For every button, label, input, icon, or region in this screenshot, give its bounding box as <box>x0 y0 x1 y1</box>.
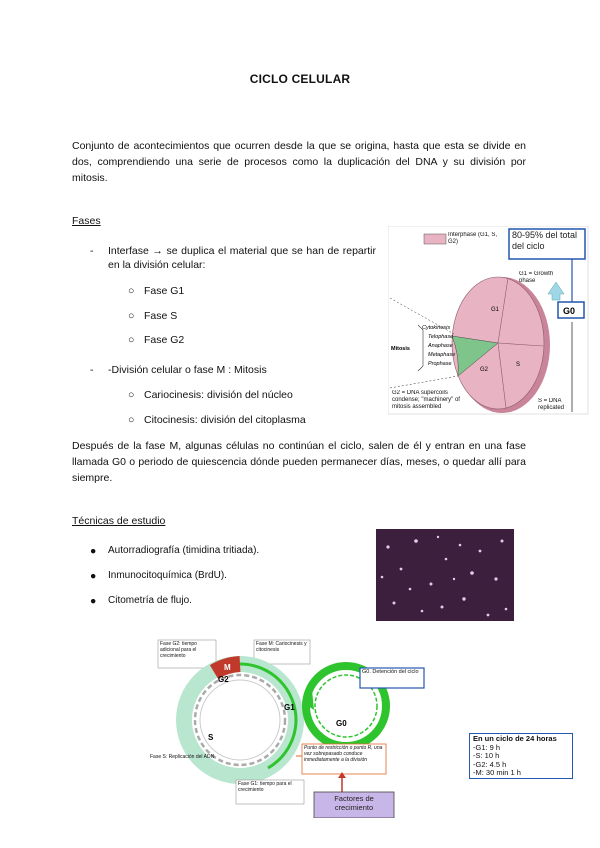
pie-g1-label: G1 <box>491 307 500 313</box>
pie-g2-label: G2 <box>480 367 489 373</box>
circle-bullet: ○ <box>128 285 135 297</box>
phase-label: Metaphase <box>428 352 456 358</box>
g2-box-text: Fase G2: tiempo adicional para el crecimiento <box>160 641 197 659</box>
circle-bullet: ○ <box>128 334 135 346</box>
m-label: M <box>224 663 231 672</box>
g0-paragraph: Después de la fase M, algunas células no continúan el ciclo, salen de él y entran en una fase llamada G0 o periodo de quiescencia dónde pueden permanecer días, meses, o quedar allí para siempre. <box>72 440 526 484</box>
dash-bullet: - <box>90 364 94 376</box>
cell-cycle-diagram <box>146 634 442 818</box>
fases-heading: Fases <box>72 215 101 227</box>
fase-s-item: Fase S <box>144 310 178 322</box>
cycle-24h-box <box>469 733 573 779</box>
r-point-text: Punto de restricción o punto R, una vez sobrepasado conduce inmediatamente a la división <box>304 745 383 763</box>
fase-g2-item: Fase G2 <box>144 334 185 346</box>
pie-s-label: S <box>516 362 521 368</box>
g2-description: G2 = DNA supercoils condense; "machinery" of mitosis assembled <box>392 390 460 410</box>
fase-g1-item: Fase G1 <box>144 285 185 297</box>
page-title: CICLO CELULAR <box>249 72 351 86</box>
box-line: -S: 10 h <box>473 751 500 760</box>
circle-bullet: ○ <box>128 414 135 426</box>
box-line: -M: 30 min 1 h <box>473 768 521 777</box>
g1-box-text: Fase G1: tiempo para el crecimiento <box>238 781 292 793</box>
microscopy-image <box>376 529 514 621</box>
citocinesis-item: Citocinesis: división del citoplasma <box>144 414 306 426</box>
box-line: -G1: 9 h <box>473 742 501 752</box>
legend-label: Interphase (G1, S, G2) <box>448 232 498 245</box>
box-line: -G2: 4.5 h <box>473 759 507 769</box>
bullet-dot: ● <box>90 545 97 557</box>
s-label: S <box>208 733 214 742</box>
legend-swatch <box>424 234 446 244</box>
g0-label: G0 <box>563 306 576 316</box>
bullet-dot: ● <box>90 595 97 607</box>
factores-label: Factores de crecimiento <box>334 794 374 812</box>
tecnica-item: Inmunocitoquímica (BrdU). <box>108 570 227 581</box>
phase-label: Cytokinesis <box>422 325 451 331</box>
tecnica-item: Citometría de flujo. <box>108 595 192 606</box>
dash-bullet: - <box>90 245 94 257</box>
percent-label: 80-95% del total del ciclo <box>512 230 578 251</box>
box-title: En un ciclo de 24 horas <box>473 734 557 743</box>
interfase-item: Interfase → se duplica el material que se han de repartir en la división celular: <box>108 245 376 271</box>
phase-label: Prophase <box>428 361 452 367</box>
g2-label: G2 <box>218 675 229 684</box>
g1-growth-label: G1 = Growth phase <box>519 271 554 284</box>
intro-paragraph: Conjunto de acontecimientos que ocurren desde la que se origina, hasta que esta se divide en dos, comprendiendo una serie de procesos como la duplicación del DNA y su división por mitosis. <box>72 140 526 184</box>
phase-label: Telophase <box>428 334 454 340</box>
cell-cycle-pie-figure <box>388 226 590 416</box>
g0-box-text: G0. Detención del ciclo <box>362 669 419 675</box>
bullet-dot: ● <box>90 570 97 582</box>
s-description: S = DNA replicated <box>538 398 565 411</box>
circle-bullet: ○ <box>128 310 135 322</box>
mitosis-label: Mitosis <box>391 346 410 352</box>
tecnica-item: Autorradiografía (timidina tritiada). <box>108 545 260 556</box>
m-box-text: Fase M: Cariocinesis y citocinesis <box>256 641 307 653</box>
circle-bullet: ○ <box>128 389 135 401</box>
s-box-text: Fase S: Replicación del ADN <box>150 754 215 760</box>
g1-label: G1 <box>284 703 295 712</box>
tecnicas-heading: Técnicas de estudio <box>72 515 166 527</box>
cariocinesis-item: Cariocinesis: división del núcleo <box>144 389 293 401</box>
phase-label: Anaphase <box>428 343 453 349</box>
division-item: -División celular o fase M : Mitosis <box>108 364 267 376</box>
g0-label: G0 <box>336 719 347 728</box>
